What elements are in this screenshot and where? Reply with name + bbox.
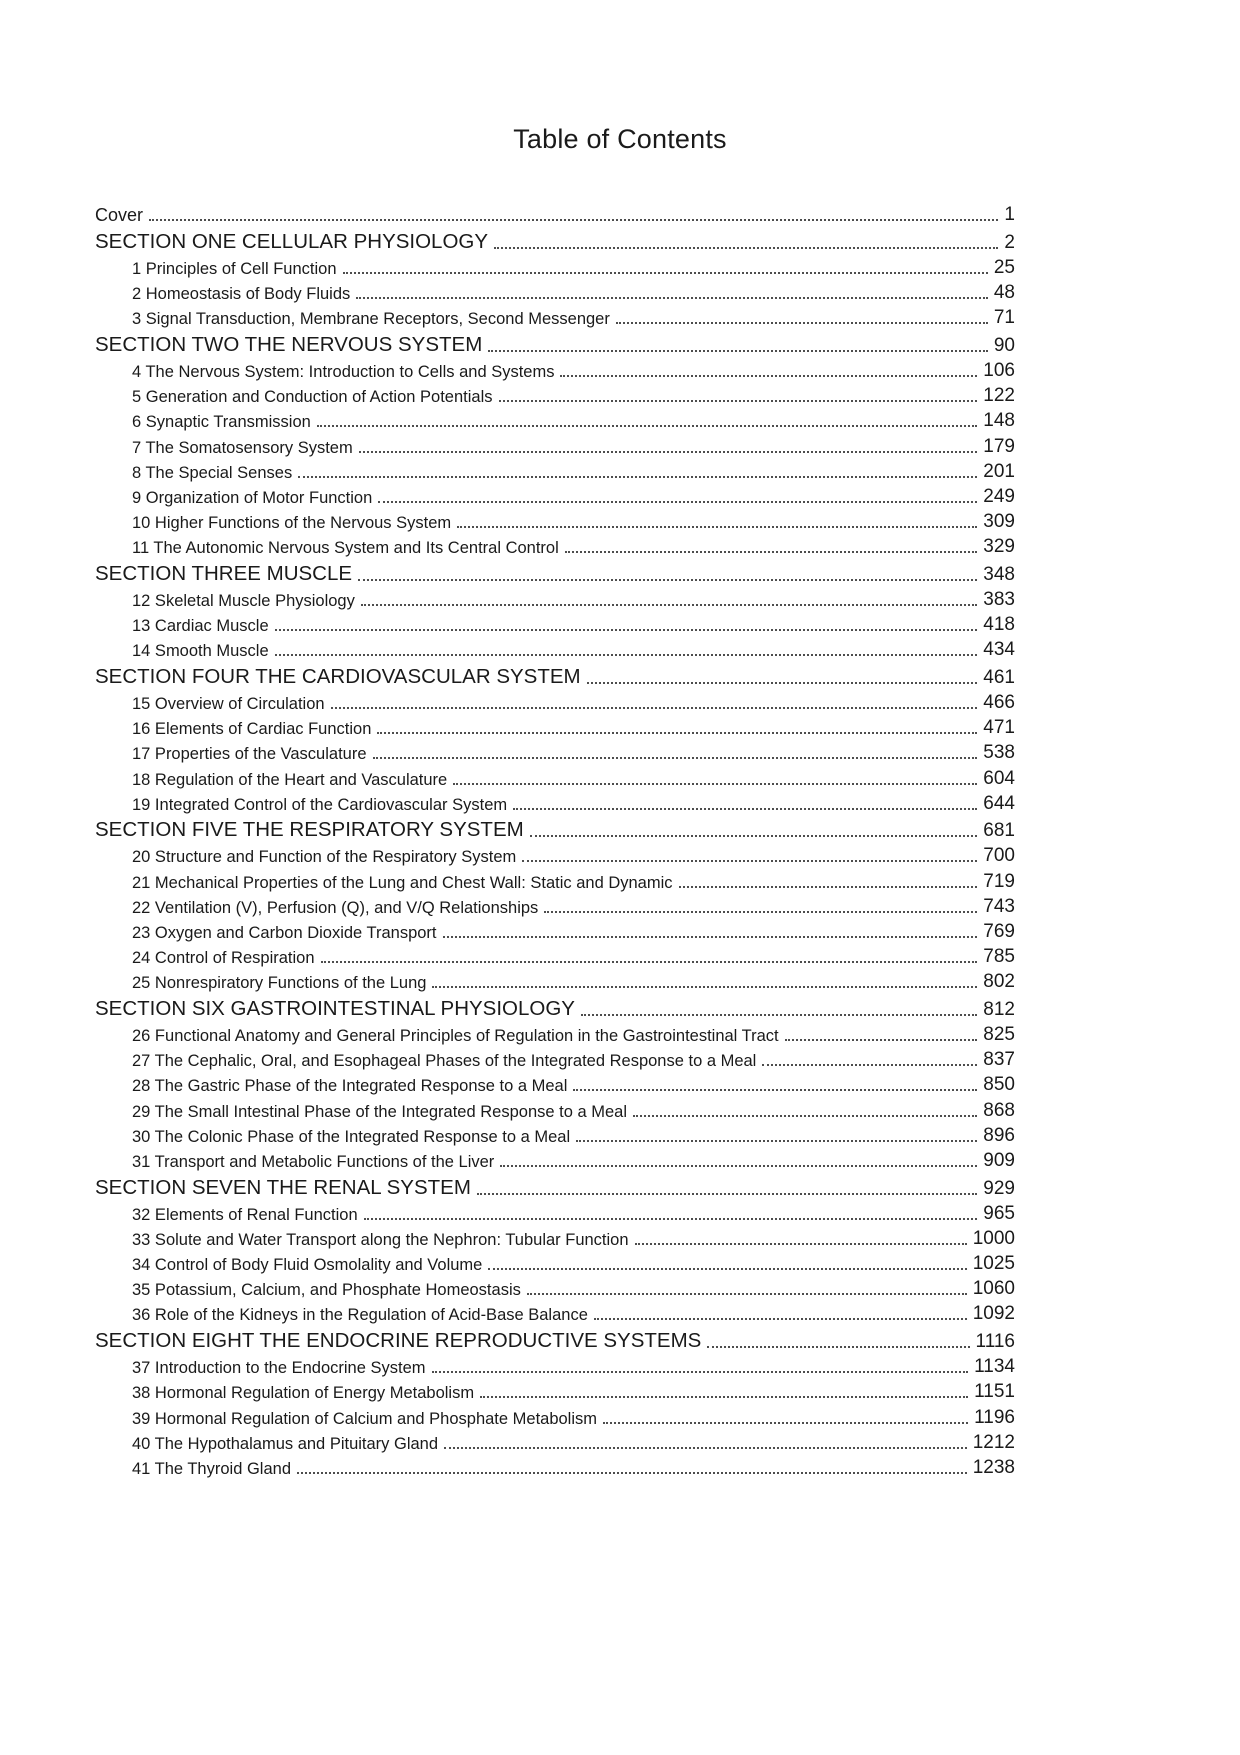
page-title: Table of Contents	[513, 124, 727, 154]
toc-entry-page: 1238	[972, 1456, 1015, 1478]
toc-entry-label: 8 The Special Senses	[132, 463, 293, 482]
toc-entry[interactable]	[95, 533, 1015, 558]
dot-leader	[355, 586, 983, 611]
toc-entry-label: 11 The Autonomic Nervous System and Its Central Control	[132, 539, 559, 558]
toc-entry[interactable]	[95, 661, 1015, 689]
dot-leader	[627, 1096, 983, 1121]
dot-leader	[507, 790, 983, 815]
toc-entry-label: SECTION TWO THE NERVOUS SYSTEM	[95, 332, 483, 356]
dot-leader	[474, 1378, 974, 1403]
toc-entry-label: 35 Potassium, Calcium, and Phosphate Homeostasis	[132, 1281, 521, 1300]
dot-leader	[358, 1200, 984, 1225]
toc-entry-label: SECTION EIGHT THE ENDOCRINE REPRODUCTIVE SYSTEMS	[95, 1328, 702, 1352]
toc-entry-page: 461	[983, 666, 1015, 688]
dot-leader	[269, 636, 984, 661]
dot-leader	[597, 1403, 974, 1428]
toc-entry-label: 13 Cardiac Muscle	[132, 617, 269, 636]
dot-leader	[779, 1021, 984, 1046]
toc-entry-label: 31 Transport and Metabolic Functions of the Liver	[132, 1153, 495, 1171]
toc-entry-label: 5 Generation and Conduction of Action Potentials	[132, 388, 493, 407]
toc-entry-page: 802	[983, 971, 1015, 993]
toc-entry-page: 148	[983, 410, 1015, 432]
toc-entry-label: 28 The Gastric Phase of the Integrated Response to a Meal	[132, 1077, 568, 1096]
toc-entry-label: 2 Homeostasis of Body Fluids	[132, 285, 351, 304]
toc-entry-label: 21 Mechanical Properties of the Lung and Chest Wall: Static and Dynamic	[132, 873, 673, 892]
toc-entry-label: 32 Elements of Renal Function	[132, 1205, 358, 1224]
toc-entry-label: SECTION SIX GASTROINTESTINAL PHYSIOLOGY	[95, 996, 575, 1020]
toc-entry[interactable]	[95, 968, 1015, 993]
toc-entry-page: 1	[1004, 204, 1015, 226]
dot-leader	[521, 1275, 973, 1300]
toc-entry[interactable]	[95, 407, 1015, 432]
toc-entry[interactable]	[95, 636, 1015, 661]
dot-leader	[350, 279, 994, 304]
toc-entry[interactable]	[95, 1200, 1015, 1225]
toc-entry-label: 24 Control of Respiration	[132, 949, 315, 968]
toc-entry-page: 1060	[972, 1278, 1015, 1300]
toc-entry[interactable]	[95, 1122, 1015, 1147]
toc-entry-label: 39 Hormonal Regulation of Calcium and Phosphate Metabolism	[132, 1409, 598, 1428]
dot-leader	[610, 304, 994, 329]
toc-entry[interactable]	[95, 1353, 1015, 1378]
toc-entry[interactable]	[95, 1403, 1015, 1428]
toc-entry-page: 743	[983, 895, 1015, 917]
toc-entry-page: 538	[983, 742, 1015, 764]
toc-entry[interactable]	[95, 1429, 1015, 1454]
toc-entry[interactable]	[95, 993, 1015, 1021]
toc-entry-label: 22 Ventilation (V), Perfusion (Q), and V/Q Relationships	[132, 898, 539, 917]
toc-entry-label: 33 Solute and Water Transport along the Nephron: Tubular Function	[132, 1230, 629, 1249]
toc-entry[interactable]	[95, 689, 1015, 714]
toc-entry-page: 179	[983, 435, 1015, 457]
toc-entry-label: 27 The Cephalic, Oral, and Esophageal Phases of the Integrated Response to a Meal	[132, 1052, 757, 1071]
toc-entry-page: 825	[983, 1024, 1015, 1046]
dot-leader	[588, 1300, 973, 1325]
toc-entry[interactable]	[95, 432, 1015, 457]
toc-entry[interactable]	[95, 357, 1015, 382]
dot-leader	[524, 815, 984, 843]
toc-entry-page: 48	[993, 282, 1015, 304]
toc-entry-page: 1000	[972, 1227, 1015, 1249]
toc-entry-page: 812	[983, 998, 1015, 1020]
toc-entry-label: 30 The Colonic Phase of the Integrated Response to a Meal	[132, 1127, 571, 1146]
toc-entry-label: 9 Organization of Motor Function	[132, 488, 373, 507]
toc-entry-page: 681	[983, 820, 1015, 842]
toc-entry-label: Cover	[95, 205, 144, 226]
toc-entry[interactable]	[95, 815, 1015, 843]
toc-entry[interactable]	[95, 226, 1015, 254]
dot-leader	[352, 558, 983, 586]
toc-entry[interactable]	[95, 329, 1015, 357]
toc-entry-label: 26 Functional Anatomy and General Principles of Regulation in the Gastrointestinal Tract	[132, 1027, 779, 1046]
toc-entry-label: 34 Control of Body Fluid Osmolality and Volume	[132, 1256, 483, 1275]
toc-entry[interactable]	[95, 1454, 1015, 1479]
toc-entry-page: 348	[983, 563, 1015, 585]
toc-entry-label: SECTION FOUR THE CARDIOVASCULAR SYSTEM	[95, 664, 581, 688]
toc-entry-label: 41 The Thyroid Gland	[132, 1459, 291, 1478]
dot-leader	[482, 1250, 972, 1275]
toc-entry-label: 7 The Somatosensory System	[132, 438, 353, 457]
toc-entry[interactable]	[95, 842, 1015, 867]
dot-leader	[426, 1353, 975, 1378]
toc-entry-page: 466	[983, 692, 1015, 713]
toc-entry-page: 837	[983, 1049, 1015, 1071]
toc-entry-label: 16 Elements of Cardiac Function	[132, 720, 372, 739]
toc-entry[interactable]	[95, 458, 1015, 483]
toc-entry-label: 4 The Nervous System: Introduction to Cells and Systems	[132, 362, 555, 381]
dot-leader	[493, 382, 984, 407]
dot-leader	[447, 764, 983, 789]
dot-leader	[426, 968, 983, 993]
dot-leader	[673, 867, 984, 892]
toc-entry-label: 14 Smooth Muscle	[132, 642, 269, 661]
toc-entry-label: 38 Hormonal Regulation of Energy Metabolism	[132, 1384, 475, 1403]
dot-leader	[554, 357, 983, 382]
toc-entry-page: 249	[983, 485, 1015, 507]
toc-entry-label: SECTION SEVEN THE RENAL SYSTEM	[95, 1175, 471, 1199]
toc-entry-page: 700	[983, 845, 1015, 867]
toc-entry-label: 12 Skeletal Muscle Physiology	[132, 591, 355, 610]
toc-entry-page: 1196	[974, 1406, 1015, 1428]
toc-entry[interactable]	[95, 611, 1015, 636]
toc-entry[interactable]	[95, 1147, 1015, 1172]
toc-entry[interactable]	[95, 1046, 1015, 1071]
dot-leader	[291, 1454, 973, 1479]
dot-leader	[372, 483, 983, 508]
dot-leader	[325, 689, 984, 714]
toc-entry-page: 1025	[972, 1253, 1015, 1275]
toc-entry[interactable]	[95, 1300, 1015, 1325]
toc-entry[interactable]	[95, 586, 1015, 611]
dot-leader	[367, 739, 984, 764]
toc-entry-page: 418	[983, 614, 1015, 636]
toc-entry-label: 25 Nonrespiratory Functions of the Lung	[132, 974, 427, 993]
dot-leader	[315, 943, 984, 968]
toc-entry-label: 20 Structure and Function of the Respiratory System	[132, 848, 517, 867]
dot-leader	[143, 201, 1004, 226]
toc-entry-label: 36 Role of the Kidneys in the Regulation of Acid-Base Balance	[132, 1306, 588, 1325]
dot-leader	[575, 993, 983, 1021]
toc-entry-label: 3 Signal Transduction, Membrane Receptors, Second Messenger	[132, 310, 610, 329]
dot-leader	[269, 611, 984, 636]
toc-entry[interactable]	[95, 1172, 1015, 1200]
dot-leader	[629, 1225, 973, 1250]
dot-leader	[516, 842, 983, 867]
dot-leader	[292, 458, 983, 483]
toc-entry[interactable]	[95, 893, 1015, 918]
toc-entry[interactable]	[95, 558, 1015, 586]
toc-entry-page: 896	[983, 1124, 1015, 1146]
toc-entry[interactable]	[95, 201, 1015, 226]
toc-entry-page: 309	[983, 511, 1015, 533]
toc-entry-label: 10 Higher Functions of the Nervous System	[132, 514, 452, 533]
toc-entry-page: 868	[983, 1099, 1015, 1121]
toc-entry-page: 1092	[972, 1303, 1015, 1325]
dot-leader	[494, 1147, 983, 1172]
toc-entry-label: 1 Principles of Cell Function	[132, 259, 337, 278]
dot-leader	[559, 533, 984, 558]
dot-leader	[570, 1122, 983, 1147]
toc-entry-page: 329	[983, 536, 1015, 558]
toc-entry[interactable]	[95, 764, 1015, 789]
toc-entry[interactable]	[95, 1378, 1015, 1403]
toc-entry-page: 850	[983, 1074, 1015, 1096]
toc-entry[interactable]	[95, 790, 1015, 815]
toc-entry[interactable]	[95, 304, 1015, 329]
toc-entry-label: SECTION FIVE THE RESPIRATORY SYSTEM	[95, 818, 524, 842]
toc-entry-page: 1151	[974, 1381, 1015, 1403]
toc-entry[interactable]	[95, 1225, 1015, 1250]
toc-entry-page: 965	[983, 1202, 1015, 1224]
toc-entry[interactable]	[95, 1096, 1015, 1121]
dot-leader	[438, 1429, 973, 1454]
dot-leader	[437, 918, 984, 943]
toc-entry-page: 122	[983, 385, 1015, 407]
toc-entry-label: 15 Overview of Circulation	[132, 695, 325, 713]
dot-leader	[581, 661, 984, 689]
dot-leader	[311, 407, 983, 432]
toc-entry[interactable]	[95, 1071, 1015, 1096]
toc-entry-page: 2	[1004, 231, 1015, 253]
toc-entry[interactable]	[95, 1275, 1015, 1300]
toc-entry-page: 785	[983, 946, 1015, 968]
toc-entry-label: 19 Integrated Control of the Cardiovascular System	[132, 795, 508, 814]
toc-entry-label: SECTION ONE CELLULAR PHYSIOLOGY	[95, 229, 489, 253]
toc-entry-page: 383	[983, 588, 1015, 610]
toc-entry-label: 6 Synaptic Transmission	[132, 413, 311, 432]
dot-leader	[756, 1046, 983, 1071]
toc-entry[interactable]	[95, 943, 1015, 968]
toc-entry-page: 1134	[974, 1356, 1015, 1378]
toc-entry-page: 71	[993, 307, 1015, 329]
dot-leader	[337, 254, 994, 279]
dot-leader	[488, 226, 1004, 254]
toc-entry-page: 1116	[975, 1330, 1015, 1352]
toc-entry[interactable]	[95, 1325, 1015, 1353]
toc-entry-label: 40 The Hypothalamus and Pituitary Gland	[132, 1434, 439, 1453]
toc-entry[interactable]	[95, 254, 1015, 279]
toc-entry-page: 90	[993, 334, 1015, 356]
toc-list	[95, 201, 1015, 1479]
toc-entry-label: 23 Oxygen and Carbon Dioxide Transport	[132, 924, 437, 942]
toc-entry[interactable]	[95, 382, 1015, 407]
toc-entry[interactable]	[95, 1250, 1015, 1275]
toc-entry-label: 37 Introduction to the Endocrine System	[132, 1359, 426, 1378]
toc-entry-label: 17 Properties of the Vasculature	[132, 745, 367, 764]
toc-entry-page: 929	[983, 1177, 1015, 1199]
toc-entry-page: 644	[983, 792, 1015, 814]
dot-leader	[701, 1325, 975, 1353]
toc-entry[interactable]	[95, 714, 1015, 739]
dot-leader	[482, 329, 994, 357]
dot-leader	[538, 893, 983, 918]
toc-entry[interactable]	[95, 279, 1015, 304]
toc-entry[interactable]	[95, 867, 1015, 892]
dot-leader	[353, 432, 984, 457]
toc-entry-page: 719	[983, 870, 1015, 892]
toc-entry[interactable]	[95, 739, 1015, 764]
dot-leader	[371, 714, 983, 739]
toc-entry-page: 909	[983, 1150, 1015, 1171]
toc-entry-page: 471	[983, 717, 1015, 739]
toc-entry-page: 604	[983, 767, 1015, 789]
toc-entry-page: 25	[993, 256, 1015, 278]
toc-entry[interactable]	[95, 508, 1015, 533]
toc-entry[interactable]	[95, 1021, 1015, 1046]
toc-entry[interactable]	[95, 483, 1015, 508]
toc-entry-page: 201	[983, 460, 1015, 482]
toc-entry-page: 769	[983, 921, 1015, 942]
dot-leader	[451, 508, 983, 533]
toc-entry[interactable]	[95, 918, 1015, 943]
toc-entry-page: 106	[983, 359, 1015, 381]
toc-entry-page: 1212	[972, 1431, 1015, 1453]
dot-leader	[567, 1071, 983, 1096]
dot-leader	[471, 1172, 983, 1200]
toc-entry-page: 434	[983, 639, 1015, 661]
toc-entry-label: SECTION THREE MUSCLE	[95, 561, 353, 585]
toc-entry-label: 18 Regulation of the Heart and Vasculature	[132, 770, 448, 789]
toc-entry-label: 29 The Small Intestinal Phase of the Integrated Response to a Meal	[132, 1102, 627, 1121]
